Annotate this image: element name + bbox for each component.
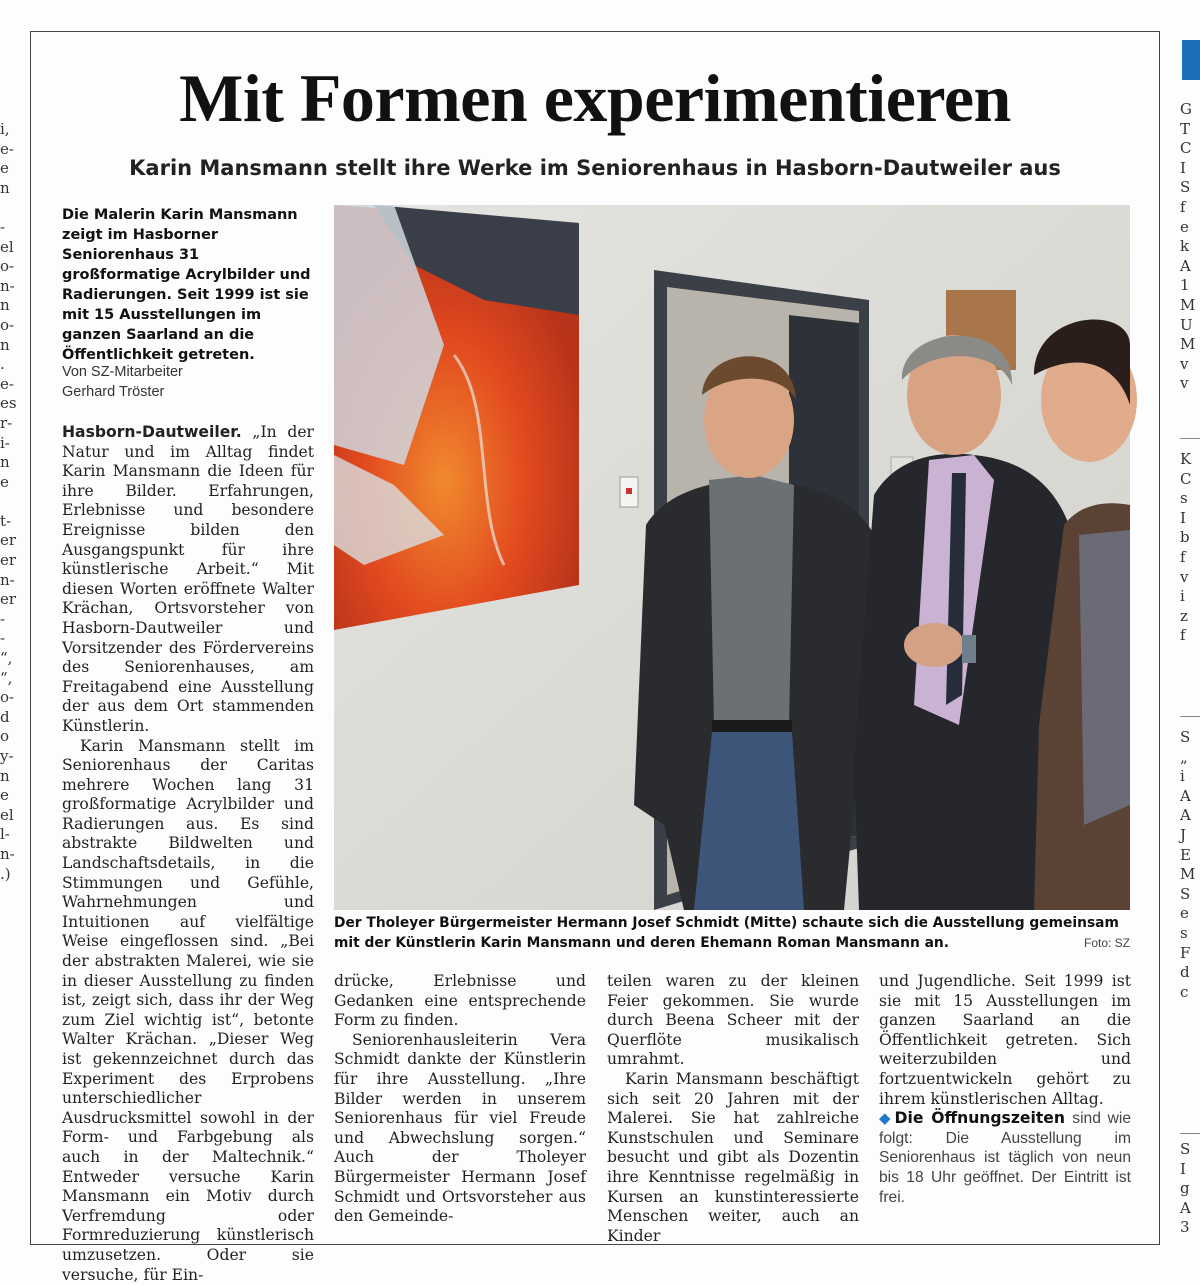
fragment-line: el <box>0 806 14 826</box>
fragment-line: n <box>0 179 14 199</box>
article-photo <box>334 205 1130 910</box>
fragment-line: e <box>1180 218 1195 238</box>
fragment-line: “, <box>0 649 14 669</box>
fragment-line: - <box>0 218 14 238</box>
byline-author: Gerhard Tröster <box>62 382 314 402</box>
fragment-line: l- <box>0 825 14 845</box>
col2-paragraph-1: drücke, Erlebnisse und Gedanken eine entsprechende Form zu finden. <box>334 972 586 1031</box>
sidebar-fragment-bottom <box>1180 1140 1191 1238</box>
fragment-line: o- <box>0 257 14 277</box>
fragment-line: U <box>1180 316 1195 336</box>
fragment-line: e <box>0 786 14 806</box>
fragment-line: 3 <box>1180 1218 1191 1238</box>
photo-credit: Foto: SZ <box>1084 933 1130 953</box>
article-byline <box>62 362 314 402</box>
fragment-line: - <box>0 610 14 630</box>
fragment-line: e <box>0 159 14 179</box>
fragment-line: I <box>1180 159 1195 179</box>
fragment-line: A <box>1180 1199 1191 1219</box>
fragment-line: n <box>0 296 14 316</box>
fragment-line <box>0 198 14 218</box>
fragment-line: C <box>1180 470 1191 490</box>
fragment-line: e <box>0 473 14 493</box>
fragment-line: M <box>1180 335 1195 355</box>
fragment-line: S <box>1180 728 1195 748</box>
col3-paragraph-1: teilen waren zu der kleinen Feier gekommen. Sie wurde durch Beena Scheer mit der Querflöte musikalisch umrahmt. <box>607 972 859 1070</box>
fragment-line: k <box>1180 237 1195 257</box>
article-column-2 <box>334 972 586 1227</box>
fragment-line: s <box>1180 924 1195 944</box>
diamond-bullet-icon: ◆ <box>879 1109 891 1129</box>
fragment-line: y- <box>0 747 14 767</box>
fragment-line: G <box>1180 100 1195 120</box>
col2-paragraph-2: Seniorenhausleiterin Vera Schmidt dankte der Künstlerin für ihre Ausstellung. „Ihre Bilder werden in unserem Seniorenhaus für viel Freude und Abwechslung sorgen.“ Auch der Tholeyer Bürgermeister Hermann Josef Schmidt und Ortsvorsteher aus den Gemeinde- <box>334 1031 586 1227</box>
sidebar-accent-bar <box>1182 40 1200 80</box>
fragment-line: es <box>0 394 14 414</box>
fragment-line: o <box>0 727 14 747</box>
fragment-line: o- <box>0 688 14 708</box>
fragment-line: s <box>1180 489 1191 509</box>
fragment-line: .) <box>0 865 14 885</box>
fragment-line: K <box>1180 450 1191 470</box>
fragment-line: d <box>1180 963 1195 983</box>
fragment-line: z <box>1180 607 1191 627</box>
neighbor-sidebar-right-fragment <box>1168 0 1200 1280</box>
fragment-line: S <box>1180 1140 1191 1160</box>
fragment-line: 1 <box>1180 276 1195 296</box>
fragment-line: r- <box>0 414 14 434</box>
fragment-line: b <box>1180 528 1191 548</box>
fragment-line: M <box>1180 296 1195 316</box>
fragment-line: i <box>1180 587 1191 607</box>
fragment-line: A <box>1180 787 1195 807</box>
fragment-line: v <box>1180 568 1191 588</box>
col3-paragraph-2: Karin Mansmann beschäftigt sich seit 20 Jahren mit der Malerei. Sie hat zahlreiche Kunstschulen und Seminare besucht und gibt als Dozentin ihre Kenntnisse regelmäßig in Kursen an kunstinteressierte Menschen weiter, auch an Kinder <box>607 1070 859 1246</box>
fragment-line: n <box>0 336 14 356</box>
fragment-line: c <box>1180 983 1195 1003</box>
abstract-painting <box>334 205 579 630</box>
photo-caption <box>334 913 1130 953</box>
fragment-line: M <box>1180 865 1195 885</box>
fragment-line: - <box>0 629 14 649</box>
fragment-line: d <box>0 708 14 728</box>
fragment-line: A <box>1180 806 1195 826</box>
fragment-line: T <box>1180 120 1195 140</box>
fragment-line: t- <box>0 512 14 532</box>
fragment-line: f <box>1180 198 1195 218</box>
fragment-line <box>0 492 14 512</box>
article-column-4 <box>879 972 1131 1207</box>
fragment-line: J <box>1180 826 1195 846</box>
fragment-line: er <box>0 590 14 610</box>
sidebar-fragment-low <box>1180 728 1195 1002</box>
fragment-line: F <box>1180 944 1195 964</box>
byline-role: Von SZ-Mitarbeiter <box>62 362 314 382</box>
fragment-line: v <box>1180 374 1195 394</box>
neighbor-article-left-fragment <box>0 120 14 884</box>
article-column-3 <box>607 972 859 1246</box>
fragment-line: er <box>0 551 14 571</box>
info-text: sind wie folgt: Die Ausstellung im Seniorenhaus ist täglich von neun bis 18 Uhr geöffnet. Der Eintritt ist frei. <box>879 1110 1131 1205</box>
fragment-line: I <box>1180 1160 1191 1180</box>
article-subheadline: Karin Mansmann stellt ihre Werke im Seniorenhaus in Hasborn-Dautweiler aus <box>30 156 1160 180</box>
fragment-line: “, <box>0 669 14 689</box>
fragment-line: i, <box>0 120 14 140</box>
fragment-line: f <box>1180 548 1191 568</box>
info-box <box>879 1109 1131 1207</box>
exhibition-photo-illustration <box>334 205 1130 910</box>
fragment-line: S <box>1180 178 1195 198</box>
fragment-line: o- <box>0 316 14 336</box>
fragment-line: n <box>0 453 14 473</box>
info-heading: Die Öffnungszeiten <box>895 1109 1065 1127</box>
fragment-line: A <box>1180 257 1195 277</box>
sidebar-fragment-mid <box>1180 450 1191 646</box>
fragment-line: n- <box>0 277 14 297</box>
fragment-line: i <box>1180 767 1195 787</box>
fragment-line: i- <box>0 434 14 454</box>
sidebar-fragment-top <box>1180 100 1195 394</box>
fragment-line: er <box>0 531 14 551</box>
fragment-line: e <box>1180 904 1195 924</box>
dateline: Hasborn-Dautweiler. <box>62 423 242 441</box>
caption-text: Der Tholeyer Bürgermeister Hermann Josef Schmidt (Mitte) schaute sich die Ausstellung gemeinsam mit der Künstlerin Karin Mansmann und deren Ehemann Roman Mansmann an. <box>334 915 1119 951</box>
fragment-line: . <box>0 355 14 375</box>
sidebar-divider <box>1180 1133 1200 1134</box>
switch-indicator <box>626 488 632 494</box>
fragment-line: n <box>0 767 14 787</box>
fragment-line: I <box>1180 509 1191 529</box>
fragment-line: f <box>1180 626 1191 646</box>
col1-paragraph-1: „In der Natur und im Alltag findet Karin Mansmann die Ideen für ihre Bilder. Erfahrungen, Erlebnisse und besondere Ereignisse bilden den Ausgangspunkt für ihre künstlerische Arbeit.“ Mit diesen Worten eröffnete Walter Krächan, Ortsvorsteher von Hasborn-Dautweiler und Vorsitzender des Fördervereins des Seniorenhauses, am Freitagabend eine Ausstellung der aus dem Ort stammenden Künstlerin. <box>62 423 314 735</box>
fragment-line: v <box>1180 355 1195 375</box>
article-headline: Mit Formen experimentieren <box>30 58 1160 138</box>
fragment-line: e- <box>0 140 14 160</box>
fragment-line: e- <box>0 375 14 395</box>
fragment-line: el <box>0 238 14 258</box>
col1-paragraph-2: Karin Mansmann stellt im Seniorenhaus der Caritas mehrere Wochen lang 31 großformatige Acrylbilder und Radierungen aus. Es sind abstrakte Bildwelten und Landschaftsdetails, in die Stimmungen und Gefühle, Wahrnehmungen und Intuitionen auf vielfältige Weise eingeflossen sind. „Bei der abstrakten Malerei, wie sie in dieser Ausstellung zu finden ist, zeigt sich, dass ihr der Weg zum Ziel wichtig ist“, betonte Walter Krächan. „Dieser Weg ist gekennzeichnet durch das Experiment des Erprobens unterschiedlicher Ausdrucksmittel sowohl in der Form- und Farbgebung als auch in der Maltechnik.“ Entweder versuche Karin Mansmann ein Motiv durch Verfremdung oder Formreduzierung künstlerisch umzusetzen. Oder sie versuche, für Ein- <box>62 737 314 1285</box>
sidebar-divider <box>1180 438 1200 439</box>
fragment-line: n- <box>0 571 14 591</box>
article-lead: Die Malerin Karin Mansmann zeigt im Hasborner Seniorenhaus 31 großformatige Acrylbilder und Radierungen. Seit 1999 ist sie mit 15 Ausstellungen im ganzen Saarland an die Öffentlichkeit getreten. <box>62 205 314 365</box>
fragment-line: n- <box>0 845 14 865</box>
article-column-1 <box>62 423 314 1285</box>
fragment-line: g <box>1180 1179 1191 1199</box>
fragment-line: E <box>1180 846 1195 866</box>
col4-paragraph-1: und Jugendliche. Seit 1999 ist sie mit 15 Ausstellungen im ganzen Saarland an die Öffentlichkeit getreten. Sich weiterzubilden und fortzuentwickeln gehört zu ihrem künstlerischen Alltag. <box>879 972 1131 1109</box>
fragment-line: C <box>1180 139 1195 159</box>
fragment-line: S <box>1180 885 1195 905</box>
fragment-line: „ <box>1180 748 1195 768</box>
sidebar-divider <box>1180 716 1200 717</box>
